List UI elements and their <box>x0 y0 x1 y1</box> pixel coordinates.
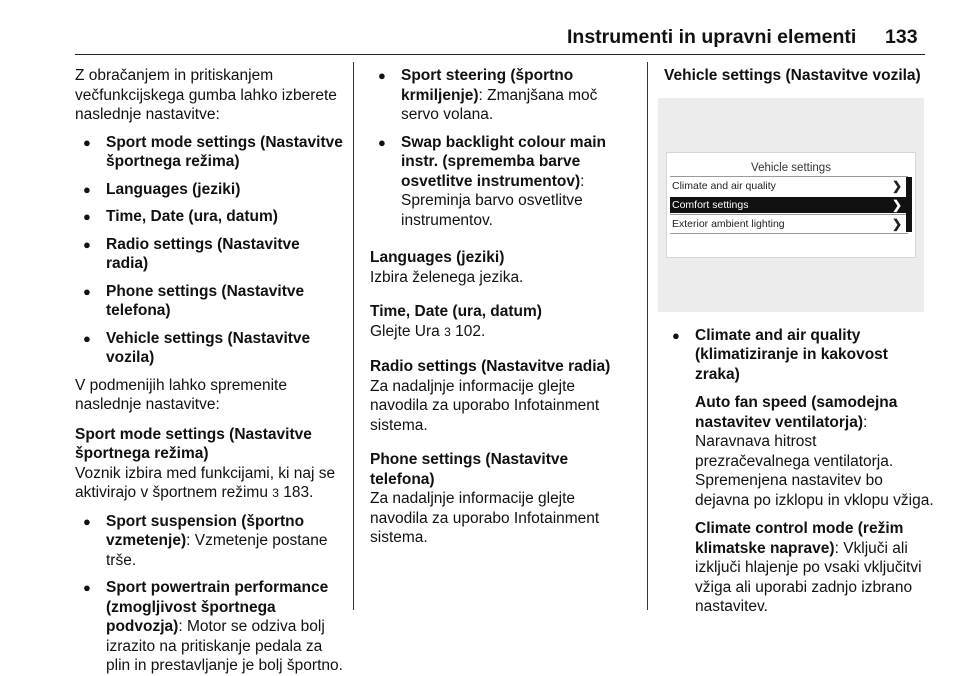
display-screenshot <box>658 98 924 312</box>
powertrain-item: ● Sport powertrain performance (zmogljivost športnega podvozja): Motor se odziva bolj izrazito na pritiskanje pedala za plin in prestavljanje je bolj športno. <box>75 578 345 676</box>
menu-item-phone: ● Phone settings (Nastavitve telefona) <box>75 282 345 321</box>
menu-item-sport-mode: ● Sport mode settings (Nastavitve športnega režima) <box>75 133 345 172</box>
column-divider <box>647 62 648 610</box>
languages-heading: Languages (jeziki) <box>370 249 505 266</box>
header-rule <box>75 54 925 55</box>
climate-item: ● Climate and air quality (klimatiziranje in kakovost zraka) <box>664 326 934 385</box>
column-3 <box>664 66 934 617</box>
menu-item-radio: ● Radio settings (Nastavitve radia) <box>75 235 345 274</box>
sport-heading: Sport mode settings (Nastavitve športnega režima) <box>75 425 312 462</box>
steering-item: ● Sport steering (športno krmiljenje): Zmanjšana moč servo volana. <box>370 66 632 125</box>
column-1 <box>75 66 345 676</box>
menu-item-languages: ● Languages (jeziki) <box>75 180 345 200</box>
phone-text: Za nadaljnje informacije glejte navodila za uporabo Infotainment sistema. <box>370 490 600 546</box>
sport-text: Voznik izbira med funkcijami, ki naj se aktivirajo v športnem režimu 3 183. <box>75 464 336 501</box>
intro-text: Z obračanjem in pritiskanjem večfunkcijskega gumba lahko izberete naslednje nastavitve: <box>75 67 337 123</box>
page-number: 133 <box>885 26 918 48</box>
column-2 <box>370 66 632 548</box>
chevron-right-icon: ❯ <box>891 178 902 193</box>
screen-row-exterior: Exterior ambient lighting ❯ <box>672 216 902 231</box>
screen-line <box>670 214 908 215</box>
menu-item-vehicle: ● Vehicle settings (Nastavitve vozila) <box>75 329 345 368</box>
climate-mode-item: Climate control mode (režim klimatske naprave): Vključi ali izključi hlajenje po vsaki vključitvi vžiga ali uporabi zadnjo izbrano nastavitev. <box>695 520 922 615</box>
radio-text: Za nadaljnje informacije glejte navodila za uporabo Infotainment sistema. <box>370 377 600 434</box>
vehicle-settings-screen <box>666 152 916 258</box>
menu-item-time-date: ● Time, Date (ura, datum) <box>75 207 345 227</box>
reference-arrow-icon: 3 <box>272 486 279 500</box>
submenu-intro: V podmenijih lahko spremenite naslednje nastavitve: <box>75 376 287 413</box>
reference-arrow-icon: 3 <box>444 324 451 339</box>
vehicle-heading: Vehicle settings (Nastavitve vozila) <box>664 67 921 84</box>
backlight-item: ● Swap backlight colour main instr. (sprememba barve osvetlitve instrumentov): Spreminja barvo osvetlitve instrumentov. <box>370 133 632 231</box>
screen-scrollbar <box>906 177 912 232</box>
screen-row-comfort: Comfort settings ❯ <box>670 197 908 213</box>
chevron-right-icon: ❯ <box>891 197 902 212</box>
time-text: Glejte Ura 3 102. <box>370 322 486 340</box>
phone-heading: Phone settings (Nastavitve telefona) <box>370 451 569 488</box>
screen-title: Vehicle settings <box>751 161 831 174</box>
radio-heading: Radio settings (Nastavitve radia) <box>370 358 611 375</box>
column-divider <box>353 62 354 610</box>
screen-line <box>670 233 908 234</box>
page-header <box>0 0 960 54</box>
screen-line <box>670 176 908 177</box>
page-title: Instrumenti in upravni elementi <box>567 26 857 48</box>
suspension-item: ● Sport suspension (športno vzmetenje): Vzmetenje postane trše. <box>75 512 345 571</box>
languages-text: Izbira želenega jezika. <box>370 268 524 286</box>
fan-speed-item: Auto fan speed (samodejna nastavitev ventilatorja): Naravnava hitrost prezračevalnega ventilatorja. Spremenjena nastavitev bo dejavna po izklopu in vklopu vžiga. <box>695 394 934 509</box>
chevron-right-icon: ❯ <box>891 216 902 231</box>
screen-row-climate: Climate and air quality ❯ <box>672 178 902 193</box>
time-heading: Time, Date (ura, datum) <box>370 303 542 320</box>
